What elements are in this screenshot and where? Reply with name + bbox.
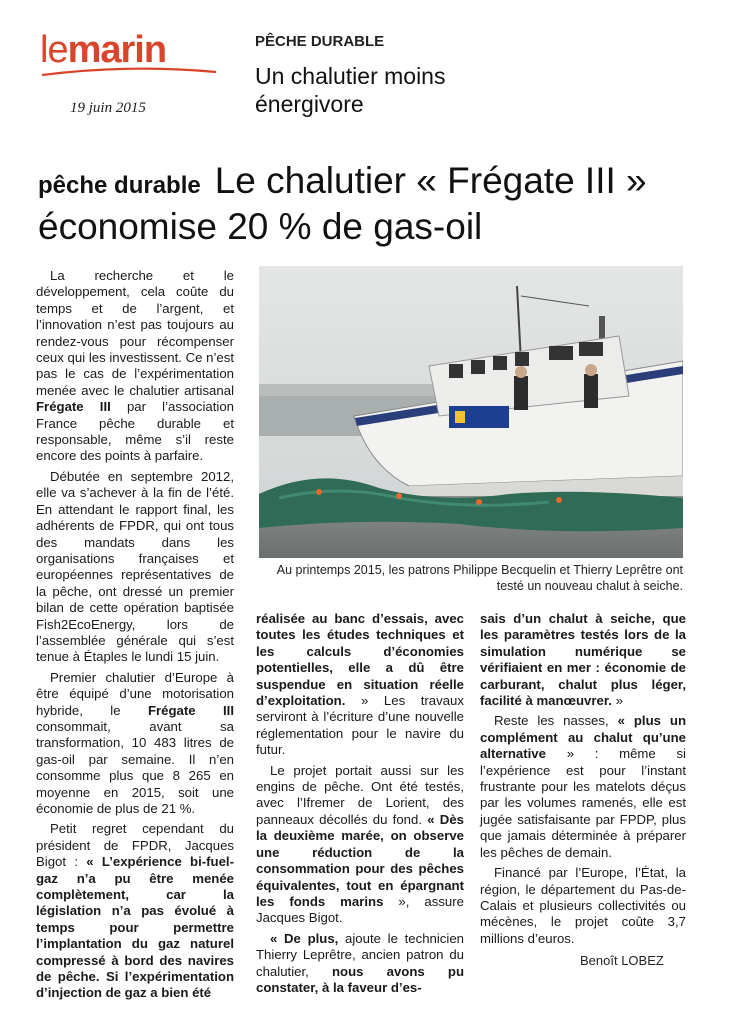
paragraph: Financé par l’Europe, l’État, la région, le département du Pas-de-Calais et plusieurs collectivités ou mécènes, le projet coûte 3,7 millions d’euros. xyxy=(480,865,686,946)
author-byline: Benoît LOBEZ xyxy=(580,953,664,968)
section-kicker: PÊCHE DURABLE xyxy=(255,33,385,50)
paragraph: La recherche et le développement, cela coûte du temps et de l’argent, et l’innovation n’est pas toujours au rendez-vous pour récompenser ceux qui les investissent. Ce n’est pas le cas de l’expérimentation menée avec le chalutier artisanal Frégate III par l’association France pêche durable et responsable, même s’il reste encore des points à parfaire. xyxy=(36,268,234,464)
publication-date: 19 juin 2015 xyxy=(70,100,146,116)
paragraph: Le projet portait aussi sur les engins de pêche. Ont été testés, avec l’Ifremer de Lorient, des panneaux décollés du fond. « Dès la deuxième marée, on observe une réduction de la consommation pour des pêches équivalentes, tout en épargnant les fonds marins », assure Jacques Bigot. xyxy=(256,762,464,926)
article-column-3 xyxy=(480,611,686,951)
paragraph: Reste les nasses, « plus un complément au chalut qu’une alternative » : même si l’expérience est pour l’instant frustrante pour les matelots déçus par les volumes ramenés, elle est jugée satisfaisante par FPDP, plus que jamais déterminée à préparer les pêches de demain. xyxy=(480,713,687,860)
logo-wordmark: lemarin xyxy=(40,29,167,71)
trawler-photo xyxy=(259,266,683,558)
paragraph: « De plus, ajoute le technicien Thierry Leprêtre, ancien patron du chalutier, nous avons pu constater, à la faveur d’es- xyxy=(256,930,464,995)
logo xyxy=(40,28,218,78)
paragraph: réalisée au banc d’essais, avec toutes les études techniques et les calculs d’économies potentielles, elle a dû être suspendue en situation réelle d’exploitation. » Les travaux serviront à l’écriture d’une nouvelle réglementation pour le navire du futur. xyxy=(256,611,464,758)
trawler-illustration xyxy=(259,266,683,558)
paragraph: Débutée en septembre 2012, elle va s’achever à la fin de l’été. En attendant le rapport final, les adhérents de FPDR, qui ont tous des mandats dans les organisations françaises et européennes représentatives de la pêche, ont dressé un premier bilan de cette opération baptisée Fish2EcoEnergy, lors de l’assemblée générale qui s’est tenue à Étaples le lundi 15 juin. xyxy=(36,468,234,665)
headline xyxy=(38,158,718,250)
paragraph: sais d’un chalut à seiche, que les paramètres testés lors de la simulation numérique se vérifiaient en mer : économie de carburant, chalut plus léger, facilité à manœuvrer. » xyxy=(480,611,686,709)
headline-title: Le chalutier « Frégate III » économise 20 % de gas-oil xyxy=(38,160,647,247)
headline-tag: pêche durable xyxy=(38,172,201,199)
subheadline: Un chalutier moins énergivore xyxy=(255,63,446,117)
photo-caption: Au printemps 2015, les patrons Philippe Becquelin et Thierry Leprêtre ont testé un nouveau chalut à seiche. xyxy=(276,563,683,593)
paragraph: Petit regret cependant du président de FPDR, Jacques Bigot : « L’expérience bi-fuel-gaz n’a pu être menée complètement, car la législation n’a pas évolué à temps pour permettre l’implantation du gaz naturel compressé à bord des navires de pêche. Si l’expérimentation d’injection de gaz a bien été xyxy=(36,821,234,1001)
article-column-1 xyxy=(36,268,234,1006)
paragraph: Premier chalutier d’Europe à être équipé d’une motorisation hybride, le Frégate III consommait, avant sa transformation, 10 483 litres de gas-oil par semaine. Il n’en consomme plus que 8 265 en moyenne en 2015, soit une économie de plus de 21 %. xyxy=(36,669,234,816)
article-column-2 xyxy=(256,611,464,1000)
logo-swoosh-icon xyxy=(40,66,218,78)
